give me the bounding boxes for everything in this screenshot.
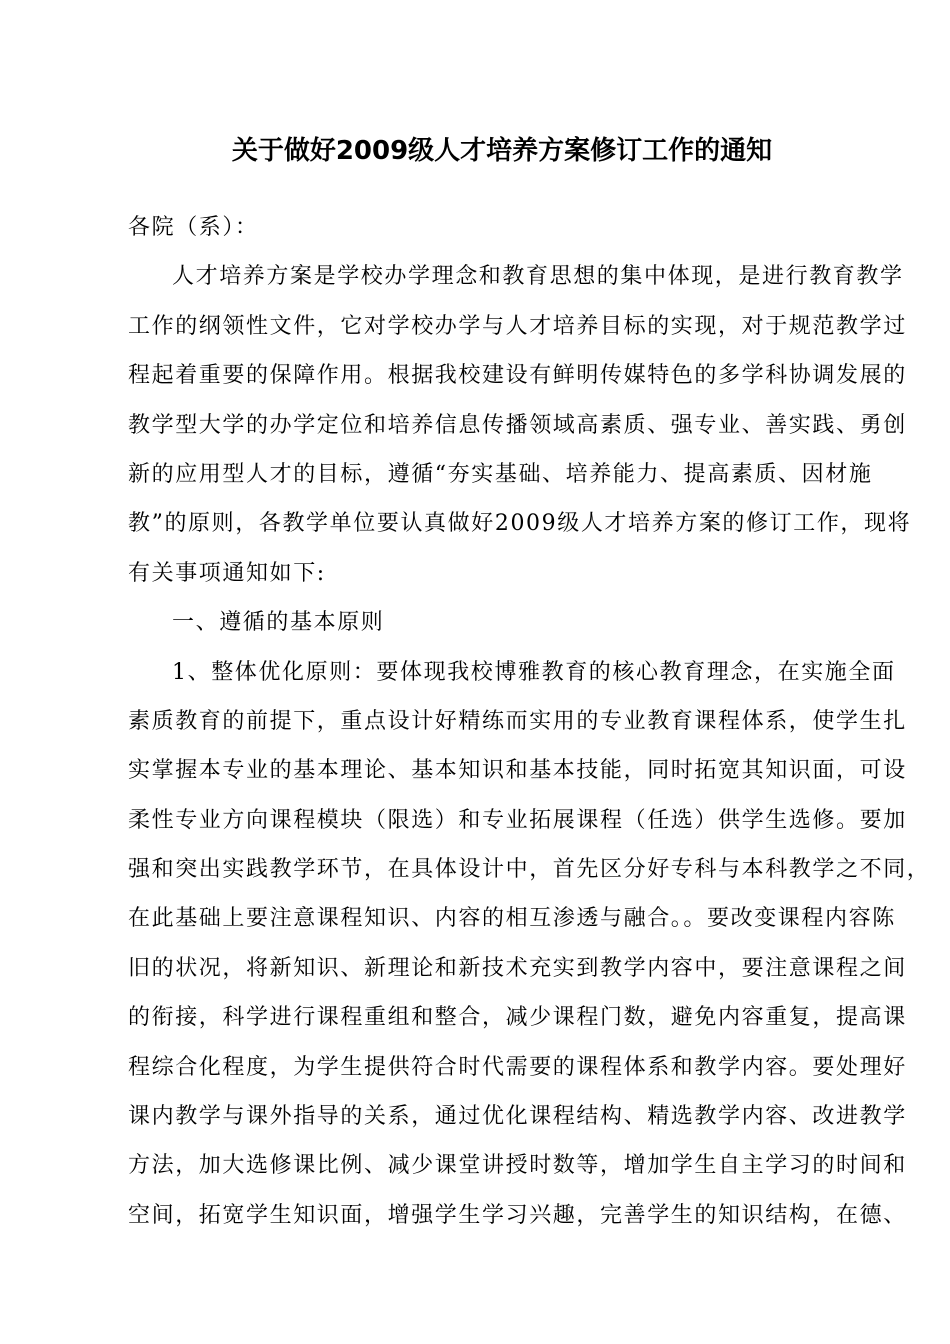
body-line: 新的应用型人才的目标，遵循“夯实基础、培养能力、提高素质、因材施 bbox=[128, 461, 873, 487]
body-line: 程起着重要的保障作用。根据我校建设有鲜明传媒特色的多学科协调发展的 bbox=[128, 363, 907, 389]
body-line: 强和突出实践教学环节，在具体设计中，首先区分好专科与本科教学之不同， bbox=[128, 857, 931, 883]
body-line: 1、整体优化原则：要体现我校博雅教育的核心教育理念，在实施全面 bbox=[172, 659, 896, 685]
body-line: 有关事项通知如下: bbox=[128, 560, 326, 586]
body-line: 教学型大学的办学定位和培养信息传播领域高素质、强专业、善实践、勇创 bbox=[128, 412, 907, 438]
body-line: 素质教育的前提下，重点设计好精练而实用的专业教育课程体系，使学生扎 bbox=[128, 708, 907, 734]
salutation: 各院（系）： bbox=[128, 215, 259, 240]
body-line: 一、遵循的基本原则 bbox=[172, 610, 385, 636]
body-line: 课内教学与课外指导的关系，通过优化课程结构、精选教学内容、改进教学 bbox=[128, 1104, 907, 1130]
body-line: 工作的纲领性文件，它对学校办学与人才培养目标的实现，对于规范教学过 bbox=[128, 313, 907, 339]
body-line: 程综合化程度，为学生提供符合时代需要的课程体系和教学内容。要处理好 bbox=[128, 1054, 907, 1080]
body-line: 空间，拓宽学生知识面，增强学生学习兴趣，完善学生的知识结构，在德、 bbox=[128, 1202, 907, 1228]
document-title: 关于做好2009级人才培养方案修订工作的通知 bbox=[231, 136, 773, 166]
paragraph-lines bbox=[128, 252, 931, 1240]
body-line: 人才培养方案是学校办学理念和教育思想的集中体现，是进行教育教学 bbox=[172, 264, 904, 290]
body-line: 旧的状况，将新知识、新理论和新技术充实到教学内容中，要注意课程之间 bbox=[128, 955, 907, 981]
body-line: 在此基础上要注意课程知识、内容的相互渗透与融合。。要改变课程内容陈 bbox=[128, 906, 896, 932]
body-line: 方法，加大选修课比例、减少课堂讲授时数等，增加学生自主学习的时间和 bbox=[128, 1153, 907, 1179]
body-line: 柔性专业方向课程模块（限选）和专业拓展课程（任选）供学生选修。要加 bbox=[128, 807, 907, 833]
body-line: 教”的原则，各教学单位要认真做好2009级人才培养方案的修订工作，现将 bbox=[128, 511, 912, 537]
body-line: 实掌握本专业的基本理论、基本知识和基本技能，同时拓宽其知识面，可设 bbox=[128, 758, 907, 784]
document-body bbox=[128, 203, 931, 1240]
body-line: 的衔接，科学进行课程重组和整合，减少课程门数，避免内容重复，提高课 bbox=[128, 1005, 907, 1031]
